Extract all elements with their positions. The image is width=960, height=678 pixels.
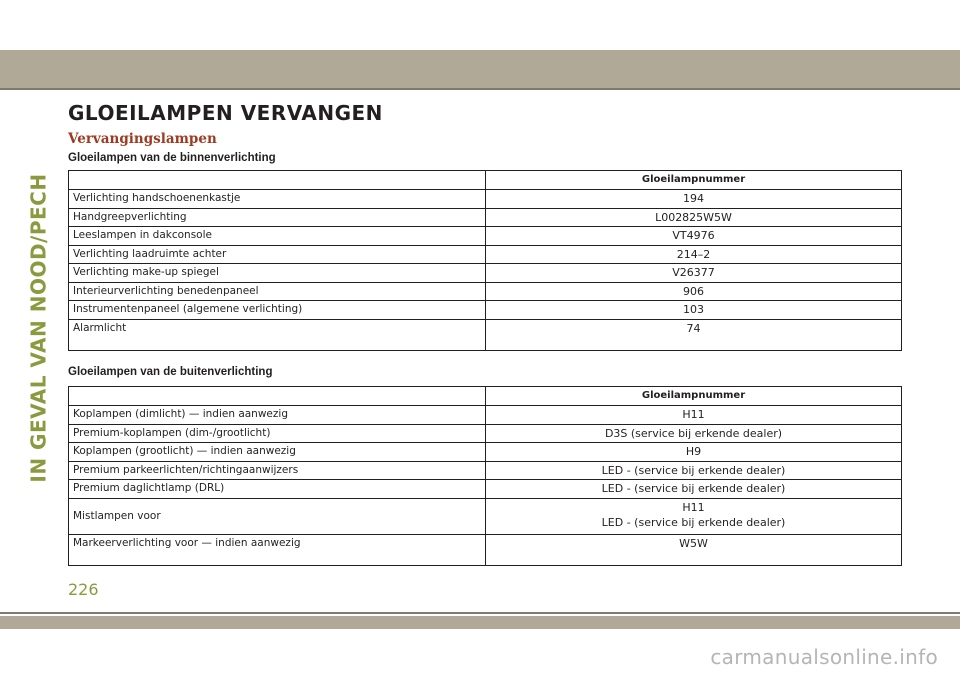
watermark-text: carmanualsonline.info bbox=[710, 645, 938, 669]
exterior-bulbs-table bbox=[68, 386, 902, 566]
table-row bbox=[69, 498, 902, 534]
page-title: GLOEILAMPEN VERVANGEN bbox=[68, 101, 383, 125]
table-row bbox=[69, 301, 902, 320]
table-row bbox=[69, 264, 902, 283]
table-row bbox=[69, 480, 902, 499]
bulb-number: LED - (service bij erkende dealer) bbox=[486, 480, 902, 499]
bulb-number: L002825W5W bbox=[486, 208, 902, 227]
bulb-location: Premium-koplampen (dim-/grootlicht) bbox=[69, 424, 486, 443]
bulb-location: Markeerverlichting voor — indien aanwezig bbox=[69, 534, 486, 565]
bulb-location: Interieurverlichting benedenpaneel bbox=[69, 282, 486, 301]
bulb-number: 214–2 bbox=[486, 245, 902, 264]
bulb-location: Leeslampen in dakconsole bbox=[69, 227, 486, 246]
table-row bbox=[69, 227, 902, 246]
exterior-section-label: Gloeilampen van de buitenverlichting bbox=[68, 366, 273, 378]
bulb-number: D3S (service bij erkende dealer) bbox=[486, 424, 902, 443]
bulb-location: Verlichting make-up spiegel bbox=[69, 264, 486, 283]
table-row bbox=[69, 534, 902, 565]
bulb-number-cell bbox=[486, 498, 902, 534]
bulb-number: VT4976 bbox=[486, 227, 902, 246]
bulb-number: V26377 bbox=[486, 264, 902, 283]
bulb-location: Alarmlicht bbox=[69, 319, 486, 350]
table-row bbox=[69, 406, 902, 425]
bulb-location: Koplampen (grootlicht) — indien aanwezig bbox=[69, 443, 486, 462]
table-row bbox=[69, 461, 902, 480]
footer-band bbox=[0, 616, 960, 629]
table-row bbox=[69, 190, 902, 209]
bulb-number: H11 bbox=[486, 406, 902, 425]
bulb-location: Instrumentenpaneel (algemene verlichting) bbox=[69, 301, 486, 320]
page-number: 226 bbox=[68, 580, 99, 599]
table-header-bulb-number: Gloeilampnummer bbox=[486, 171, 902, 190]
top-header-band bbox=[0, 50, 960, 88]
table-header-row bbox=[69, 387, 902, 406]
bulb-number-alt: LED - (service bij erkende dealer) bbox=[601, 515, 786, 529]
bulb-location: Premium daglichtlamp (DRL) bbox=[69, 480, 486, 499]
bulb-location: Verlichting handschoenenkastje bbox=[69, 190, 486, 209]
bulb-number: H11 bbox=[682, 500, 705, 514]
table-row bbox=[69, 443, 902, 462]
table-header-empty bbox=[69, 387, 486, 406]
bulb-number: H9 bbox=[486, 443, 902, 462]
interior-bulbs-table bbox=[68, 170, 902, 351]
bulb-location: Premium parkeerlichten/richtingaanwijzers bbox=[69, 461, 486, 480]
table-header-empty bbox=[69, 171, 486, 190]
bulb-number: 103 bbox=[486, 301, 902, 320]
footer-rule bbox=[0, 612, 960, 614]
table-row bbox=[69, 208, 902, 227]
bulb-location: Handgreepverlichting bbox=[69, 208, 486, 227]
bulb-location: Koplampen (dimlicht) — indien aanwezig bbox=[69, 406, 486, 425]
bulb-location: Mistlampen voor bbox=[69, 498, 486, 534]
bulb-number: 194 bbox=[486, 190, 902, 209]
interior-section-label: Gloeilampen van de binnenverlichting bbox=[68, 152, 276, 164]
table-row bbox=[69, 424, 902, 443]
side-chapter-label: IN GEVAL VAN NOOD/PECH bbox=[27, 172, 51, 483]
table-header-row bbox=[69, 171, 902, 190]
bulb-number: LED - (service bij erkende dealer) bbox=[486, 461, 902, 480]
bulb-number: W5W bbox=[486, 534, 902, 565]
table-row bbox=[69, 245, 902, 264]
bulb-location: Verlichting laadruimte achter bbox=[69, 245, 486, 264]
table-header-bulb-number: Gloeilampnummer bbox=[486, 387, 902, 406]
table-row bbox=[69, 319, 902, 350]
bulb-number: 906 bbox=[486, 282, 902, 301]
table-row bbox=[69, 282, 902, 301]
side-chapter-tab bbox=[27, 95, 51, 560]
bulb-number: 74 bbox=[486, 319, 902, 350]
section-subtitle: Vervangingslampen bbox=[68, 131, 217, 147]
top-header-rule bbox=[0, 88, 960, 90]
